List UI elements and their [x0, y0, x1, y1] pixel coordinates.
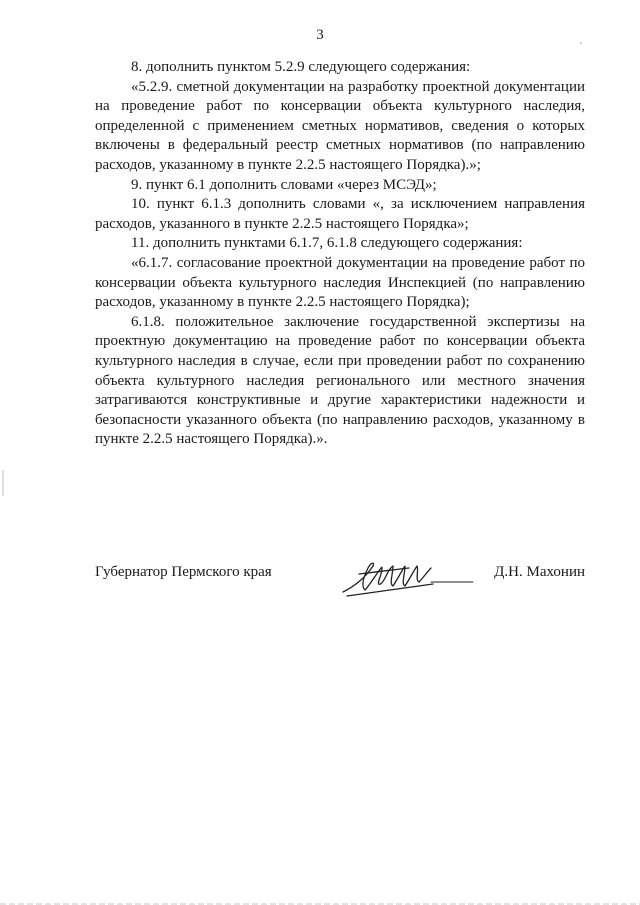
paragraph-item-11: 11. дополнить пунктами 6.1.7, 6.1.8 следующего содержания:: [131, 235, 523, 252]
handwritten-signature: [335, 556, 475, 600]
page-number: 3: [316, 27, 324, 43]
document-body: [95, 58, 585, 450]
position-title: Губернатор Пермского края: [95, 564, 272, 580]
signature-block: [95, 562, 585, 602]
signer-name: Д.Н. Махонин: [494, 564, 585, 580]
paragraph-item-9: 9. пункт 6.1 дополнить словами «через МСЭД»;: [131, 176, 437, 193]
paragraph-item-8: 8. дополнить пунктом 5.2.9 следующего содержания:: [131, 59, 471, 75]
paragraph-quote-5-2-9: «5.2.9. сметной документации на разработку проектной документации на проведение работ по консервации объекта культурного наследия, определенной с применением сметных нормативов, сведения о которых включены в федеральный реестр сметных нормативов (по направлению расходов, указанному в пункте 2.2.5 настоящего Порядка).»;: [95, 78, 585, 173]
paragraph-quote-6-1-8: 6.1.8. положительное заключение государственной экспертизы на проектную документацию на проведение работ по консервации объекта культурного наследия в случае, если при проведении работ по сохранению объекта культурного наследия регионального или местного значения затрагиваются конструктивные и другие характеристики надежности и безопасности указанного объекта (по направлению расходов, указанному в пункте 2.2.5 настоящего Порядка).».: [95, 313, 585, 448]
paragraph-quote-6-1-7: «6.1.7. согласование проектной документации на проведение работ по консервации объекта культурного наследия Инспекцией (по направлению расходов, указанному в пункте 2.2.5 настоящего Порядка);: [95, 254, 585, 311]
paragraph-item-10: 10. пункт 6.1.3 дополнить словами «, за исключением направления расходов, указанного в пункте 2.2.5 настоящего Порядка»;: [95, 196, 585, 232]
scan-speck-top-right: [580, 42, 582, 44]
scan-speck-left-margin: [2, 470, 4, 496]
